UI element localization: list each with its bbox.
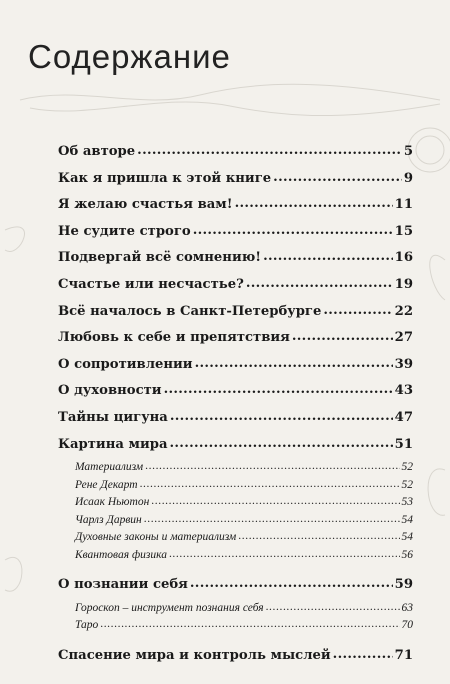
toc-entry-page: 63 [401,601,413,614]
toc-entry-title: Любовь к себе и препятствия [58,330,290,346]
toc-entry [58,354,413,381]
toc-entry-title: Рене Декарт [75,478,138,491]
toc-subentry [58,548,413,566]
toc-leader-dots [246,273,393,295]
toc-entry [58,301,413,328]
toc-leader-dots [100,617,399,632]
toc-entry-title: Картина мира [58,436,168,452]
toc-entry [58,274,413,301]
toc-entry [58,194,413,221]
toc-entry-page: 52 [401,478,413,491]
page-title: Содержание [28,38,231,75]
toc-entry-page: 53 [401,496,413,509]
toc-entry-page: 15 [394,223,413,239]
toc-entry-page: 11 [394,197,413,213]
toc-entry-page: 71 [394,647,413,663]
toc-leader-dots [170,406,393,428]
toc-entry-title: Чарлз Дарвин [75,513,142,526]
toc-subentry [58,601,413,619]
toc-entry-page: 47 [394,409,413,425]
toc-entry-title: Я желаю счастья вам! [58,197,233,213]
toc-entry-page: 27 [394,330,413,346]
toc-entry [58,574,413,601]
toc-entry [58,434,413,461]
toc-leader-dots [333,644,393,666]
toc-leader-dots [235,193,393,215]
toc-entry-page: 59 [394,577,413,593]
toc-entry-page: 54 [401,513,413,526]
toc-entry-page: 39 [394,356,413,372]
toc-entry-page: 43 [394,383,413,399]
toc-entry-page: 56 [401,548,413,561]
toc-entry [58,380,413,407]
toc-entry [58,247,413,274]
toc-leader-dots [151,494,399,509]
toc-entry-page: 51 [394,436,413,452]
toc-subentry [58,618,413,636]
toc-entry-title: О сопротивлении [58,356,193,372]
toc-subentry [58,460,413,478]
table-of-contents [58,141,413,671]
toc-leader-dots [195,353,393,375]
toc-entry-title: Духовные законы и материализм [75,531,237,544]
toc-entry-page: 70 [401,619,413,632]
toc-entry-title: Спасение мира и контроль мыслей [58,647,331,663]
toc-subentry [58,530,413,548]
toc-entry-title: Всё началось в Санкт-Петербурге [58,303,322,319]
toc-entry-title: О духовности [58,383,162,399]
toc-entry-title: Гороскоп – инструмент познания себя [75,601,264,614]
toc-entry-page: 22 [394,303,413,319]
toc-leader-dots [292,326,393,348]
toc-entry-page: 16 [394,250,413,266]
toc-entry-page: 9 [403,170,413,186]
toc-leader-dots [193,220,393,242]
toc-leader-dots [190,573,393,595]
toc-leader-dots [137,140,402,162]
toc-leader-dots [169,547,400,562]
toc-leader-dots [263,246,393,268]
toc-entry-page: 54 [401,531,413,544]
toc-leader-dots [144,512,400,527]
toc-entry-title: О познании себя [58,577,188,593]
toc-entry [58,407,413,434]
toc-entry-page: 52 [401,461,413,474]
toc-subentry [58,478,413,496]
toc-leader-dots [140,477,400,492]
toc-entry [58,645,413,672]
toc-entry-title: Как я пришла к этой книге [58,170,272,186]
toc-entry-title: Счастье или несчастье? [58,276,244,292]
toc-leader-dots [323,300,392,322]
toc-entry-title: Исаак Ньютон [75,496,150,509]
toc-entry [58,168,413,195]
toc-entry-page: 19 [394,276,413,292]
toc-leader-dots [238,529,399,544]
toc-entry-page: 5 [403,144,413,159]
toc-leader-dots [145,459,399,474]
toc-entry-title: Подвергай всё сомнению! [58,250,262,266]
toc-leader-dots [170,433,393,455]
toc-leader-dots [164,379,393,401]
toc-subentry [58,513,413,531]
toc-entry [58,221,413,248]
toc-subentry [58,495,413,513]
toc-entry [58,141,413,168]
toc-entry-title: Не судите строго [58,223,191,239]
toc-leader-dots [266,600,400,615]
toc-leader-dots [273,167,402,189]
toc-entry-title: Материализм [75,461,144,474]
toc-entry-title: Об авторе [58,144,136,159]
toc-entry-title: Таро [75,619,99,632]
toc-entry-title: Тайны цигуна [58,409,168,425]
toc-entry [58,327,413,354]
toc-entry-title: Квантовая физика [75,548,167,561]
